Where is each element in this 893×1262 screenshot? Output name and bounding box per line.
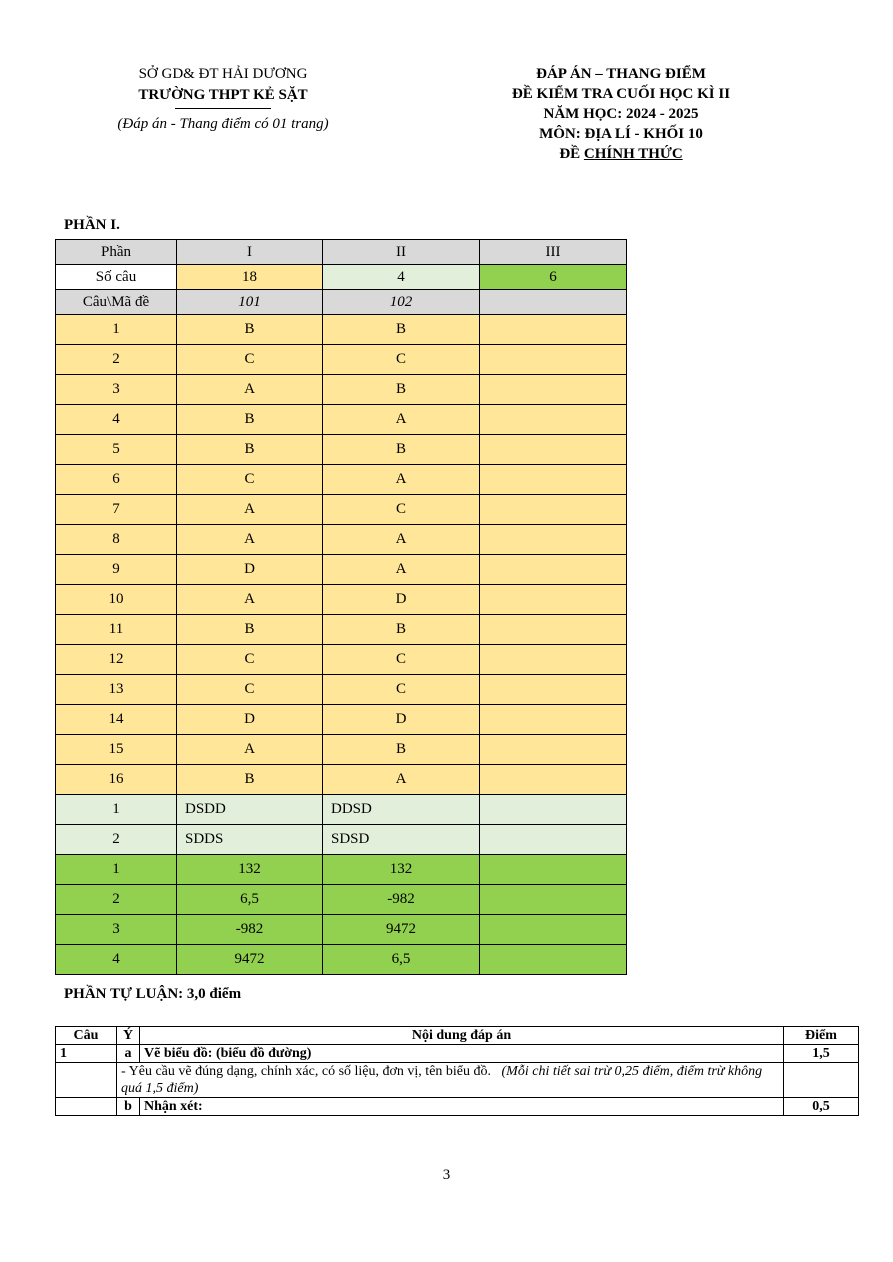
code-cell: 102 <box>323 290 480 315</box>
question-number-cell: 2 <box>56 825 177 855</box>
empty-cell <box>480 885 627 915</box>
question-number-cell: 12 <box>56 645 177 675</box>
answer-table <box>55 239 627 975</box>
answer-cell: A <box>323 465 480 495</box>
answer-cell: DDSD <box>323 795 480 825</box>
empty-cell <box>480 765 627 795</box>
mc-row <box>56 495 627 525</box>
answer-cell: C <box>323 675 480 705</box>
mc-row <box>56 705 627 735</box>
mc-row <box>56 645 627 675</box>
header-left <box>92 64 354 135</box>
mc-row <box>56 375 627 405</box>
school-name: TRƯỜNG THPT KẺ SẶT <box>138 87 308 103</box>
exam-title: ĐỀ KIỂM TRA CUỐI HỌC KÌ II <box>511 86 731 102</box>
answer-cell: 9472 <box>177 945 323 975</box>
answer-cell: B <box>177 765 323 795</box>
answer-cell: B <box>177 615 323 645</box>
question-number-cell: 13 <box>56 675 177 705</box>
question-number-cell: 1 <box>56 315 177 345</box>
answer-cell: 6,5 <box>177 885 323 915</box>
empty-cell <box>480 855 627 885</box>
question-number-cell: 15 <box>56 735 177 765</box>
answer-cell: -982 <box>177 915 323 945</box>
mc-row <box>56 555 627 585</box>
empty-cell <box>480 675 627 705</box>
mc-row <box>56 345 627 375</box>
answer-cell: B <box>323 735 480 765</box>
code-cell <box>480 290 627 315</box>
empty-cell <box>480 945 627 975</box>
question-number-cell: 3 <box>56 915 177 945</box>
sub-item: b <box>117 1098 140 1116</box>
empty-cell <box>56 1098 117 1116</box>
answer-cell: D <box>177 555 323 585</box>
question-number-cell: 16 <box>56 765 177 795</box>
answer-cell: B <box>177 315 323 345</box>
answer-cell: A <box>177 585 323 615</box>
answer-cell: C <box>323 645 480 675</box>
official-prefix: ĐỀ <box>559 146 581 162</box>
question-number-cell: 1 <box>56 795 177 825</box>
official-word: CHÍNH THỨC <box>583 146 683 162</box>
empty-cell <box>480 915 627 945</box>
answer-cell: A <box>177 735 323 765</box>
mc-row <box>56 405 627 435</box>
header-cell: I <box>177 240 323 265</box>
question-number-cell: 3 <box>56 375 177 405</box>
answer-cell: B <box>323 315 480 345</box>
empty-cell <box>784 1063 859 1098</box>
mc-row <box>56 735 627 765</box>
header-cell: Phần <box>56 240 177 265</box>
question-number-cell: 9 <box>56 555 177 585</box>
answer-cell: C <box>177 465 323 495</box>
answer-cell: SDSD <box>323 825 480 855</box>
sub-item: a <box>117 1045 140 1063</box>
mc-row <box>56 615 627 645</box>
count-label-cell: Số câu <box>56 265 177 290</box>
mc-row <box>56 315 627 345</box>
short-answer-row <box>56 885 627 915</box>
answer-cell: A <box>323 525 480 555</box>
answer-cell: 132 <box>323 855 480 885</box>
mc-row <box>56 675 627 705</box>
answer-cell: D <box>177 705 323 735</box>
score: 0,5 <box>784 1098 859 1116</box>
mc-row <box>56 525 627 555</box>
answer-cell: D <box>323 585 480 615</box>
column-header: Ý <box>117 1027 140 1045</box>
empty-cell <box>480 495 627 525</box>
answer-content: Nhận xét: <box>140 1098 784 1116</box>
question-number-cell: 4 <box>56 945 177 975</box>
answer-cell: D <box>323 705 480 735</box>
header-cell: II <box>323 240 480 265</box>
answer-requirement <box>117 1063 784 1098</box>
code-label-cell: Câu\Mã đề <box>56 290 177 315</box>
question-number-cell: 7 <box>56 495 177 525</box>
deduction-note: (Mỗi chi tiết sai trừ 0,25 điểm, điểm trừ không quá 1,5 điểm) <box>121 1064 763 1096</box>
empty-cell <box>480 735 627 765</box>
school-year: NĂM HỌC: 2024 - 2025 <box>543 106 699 122</box>
empty-cell <box>480 405 627 435</box>
requirement-text: - Yêu cầu vẽ đúng dạng, chính xác, có số liệu, đơn vị, tên biểu đồ. <box>121 1064 492 1079</box>
answer-cell: A <box>177 495 323 525</box>
doc-title: ĐÁP ÁN – THANG ĐIỂM <box>536 66 706 82</box>
column-header: Điểm <box>784 1027 859 1045</box>
answer-cell: 132 <box>177 855 323 885</box>
short-answer-row <box>56 855 627 885</box>
mc-row <box>56 585 627 615</box>
question-number-cell: 4 <box>56 405 177 435</box>
column-header: Nội dung đáp án <box>140 1027 784 1045</box>
question-number-cell: 8 <box>56 525 177 555</box>
answer-cell: B <box>177 405 323 435</box>
count-cell: 18 <box>177 265 323 290</box>
answer-cell: C <box>323 495 480 525</box>
question-number-cell: 10 <box>56 585 177 615</box>
dept-name: SỞ GD& ĐT HẢI DƯƠNG <box>138 66 308 82</box>
answer-cell: C <box>177 675 323 705</box>
question-number-cell: 11 <box>56 615 177 645</box>
question-number-cell: 14 <box>56 705 177 735</box>
answer-cell: C <box>177 345 323 375</box>
empty-cell <box>480 465 627 495</box>
mc-row <box>56 465 627 495</box>
empty-cell <box>480 315 627 345</box>
question-number-cell: 2 <box>56 345 177 375</box>
header-divider <box>175 108 271 109</box>
answer-cell: A <box>323 555 480 585</box>
score: 1,5 <box>784 1045 859 1063</box>
answer-cell: A <box>177 375 323 405</box>
answer-cell: SDDS <box>177 825 323 855</box>
empty-cell <box>56 1063 117 1098</box>
question-number-cell: 5 <box>56 435 177 465</box>
short-answer-row <box>56 945 627 975</box>
answer-cell: B <box>323 615 480 645</box>
mc-row <box>56 435 627 465</box>
part1-heading: PHẦN I. <box>64 217 120 233</box>
empty-cell <box>480 825 627 855</box>
essay-table <box>55 1026 859 1116</box>
count-cell: 6 <box>480 265 627 290</box>
official-label <box>478 144 764 164</box>
answer-cell: B <box>323 435 480 465</box>
column-header: Câu <box>56 1027 117 1045</box>
answer-content: Vẽ biểu đồ: (biểu đồ đường) <box>140 1045 784 1063</box>
question-number-cell: 1 <box>56 855 177 885</box>
empty-cell <box>480 645 627 675</box>
tf-row <box>56 795 627 825</box>
answer-cell: A <box>323 765 480 795</box>
subject-line: MÔN: ĐỊA LÍ - KHỐI 10 <box>539 126 703 142</box>
answer-cell: 9472 <box>323 915 480 945</box>
empty-cell <box>480 345 627 375</box>
empty-cell <box>480 705 627 735</box>
tf-row <box>56 825 627 855</box>
answer-cell: C <box>177 645 323 675</box>
short-answer-row <box>56 915 627 945</box>
empty-cell <box>480 525 627 555</box>
answer-cell: A <box>177 525 323 555</box>
header-right <box>478 64 764 164</box>
answer-cell: -982 <box>323 885 480 915</box>
answer-cell: B <box>323 375 480 405</box>
page-count-note: (Đáp án - Thang điểm có 01 trang) <box>117 116 329 132</box>
count-cell: 4 <box>323 265 480 290</box>
empty-cell <box>480 375 627 405</box>
empty-cell <box>480 615 627 645</box>
question-number-cell: 6 <box>56 465 177 495</box>
empty-cell <box>480 435 627 465</box>
empty-cell <box>480 555 627 585</box>
empty-cell <box>480 585 627 615</box>
answer-cell: B <box>177 435 323 465</box>
part2-heading: PHẦN TỰ LUẬN: 3,0 điểm <box>64 986 242 1002</box>
answer-cell: DSDD <box>177 795 323 825</box>
mc-row <box>56 765 627 795</box>
header-cell: III <box>480 240 627 265</box>
page-number: 3 <box>442 1167 451 1183</box>
answer-cell: 6,5 <box>323 945 480 975</box>
question-number: 1 <box>56 1045 117 1063</box>
answer-cell: C <box>323 345 480 375</box>
answer-cell: A <box>323 405 480 435</box>
code-cell: 101 <box>177 290 323 315</box>
empty-cell <box>480 795 627 825</box>
question-number-cell: 2 <box>56 885 177 915</box>
